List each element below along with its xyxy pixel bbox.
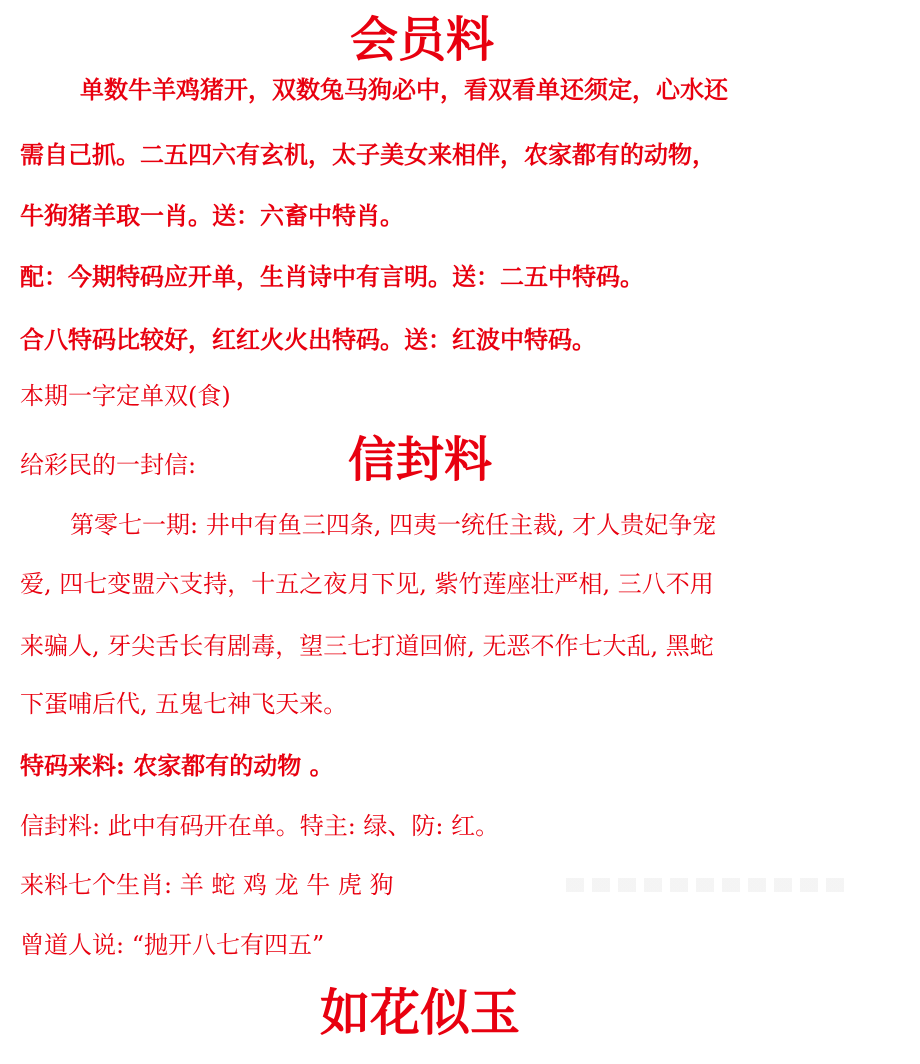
member-poem-line-3: 牛狗猪羊取一肖。送：六畜中特肖。	[20, 201, 404, 230]
pairing-note: 配：今期特码应开单，生肖诗中有言明。送：二五中特码。	[20, 262, 644, 291]
special-code-line: 特码来料: 农家都有的动物 。	[20, 751, 334, 780]
envelope-poem-line-3: 来骗人, 牙尖舌长有剧毒，望三七打道回俯, 无恶不作七大乱, 黑蛇	[20, 632, 714, 660]
faint-watermark-strip	[566, 878, 848, 892]
member-poem-line-2: 需自己抓。二五四六有玄机，太子美女来相伴，农家都有的动物，	[20, 140, 716, 169]
envelope-material-title: 信封料	[348, 432, 493, 488]
envelope-poem-line-1: 第零七一期: 井中有鱼三四条, 四夷一统任主裁, 才人贵妃争宠	[70, 511, 717, 539]
seven-zodiacs-line: 来料七个生肖: 羊 蛇 鸡 龙 牛 虎 狗	[20, 871, 394, 899]
odd-even-note: 本期一字定单双(食)	[20, 382, 231, 410]
envelope-material-line: 信封料: 此中有码开在单。特主: 绿、防: 红。	[20, 812, 500, 840]
taoist-saying-line: 曾道人说: “抛开八七有四五”	[20, 931, 325, 959]
envelope-poem-line-4: 下蛋哺后代, 五鬼七神飞天来。	[20, 690, 348, 718]
closing-title: 如花似玉	[320, 983, 520, 1042]
letter-label: 给彩民的一封信:	[20, 451, 197, 479]
member-material-title: 会员料	[350, 12, 495, 68]
combo-note: 合八特码比较好，红红火火出特码。送：红波中特码。	[20, 325, 596, 354]
member-poem-line-1: 单数牛羊鸡猪开，双数兔马狗必中，看双看单还须定，心水还	[80, 75, 728, 104]
envelope-poem-line-2: 爱, 四七变盟六支持，十五之夜月下见, 紫竹莲座壮严相, 三八不用	[20, 570, 714, 598]
